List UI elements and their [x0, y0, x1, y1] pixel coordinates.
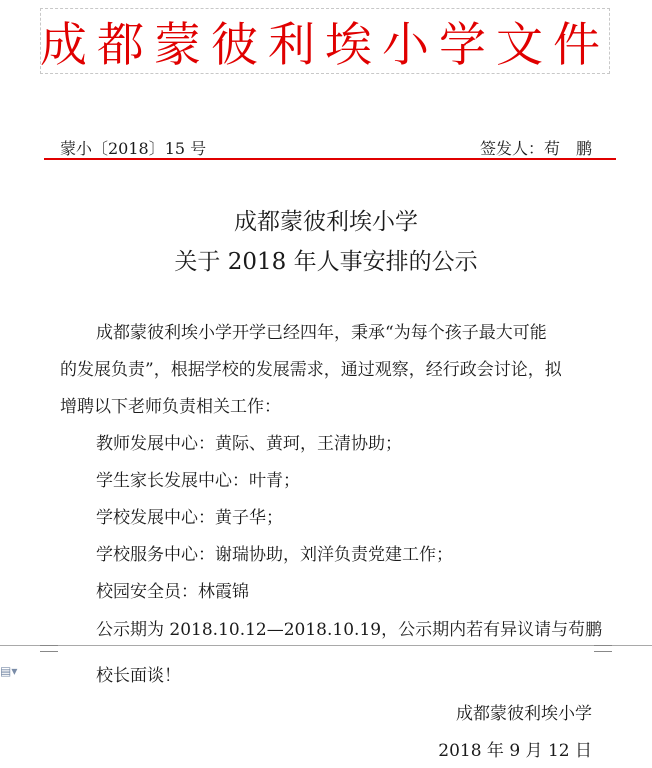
body-line: 学校服务中心：谢瑞协助，刘洋负责党建工作； [96, 545, 453, 565]
body-line: 公示期为 2018.10.12—2018.10.19，公示期内若有异议请与苟鹏 [96, 620, 603, 640]
body-line: 学生家长发展中心：叶青； [96, 471, 300, 491]
red-divider [44, 158, 616, 160]
page-break-marker-right [594, 645, 612, 652]
body-line: 校园安全员：林霞锦 [96, 582, 249, 602]
signature-date: 2018 年 9 月 12 日 [438, 741, 592, 761]
notice-title-line2: 关于 2018 年人事安排的公示 [174, 249, 478, 275]
document-icon[interactable]: ▤▾ [0, 664, 18, 678]
body-line: 教师发展中心：黄际、黄珂，王清协助； [96, 434, 402, 454]
document-number: 蒙小〔2018〕15 号 [60, 139, 207, 158]
body-line: 成都蒙彼利埃小学开学已经四年，秉承“为每个孩子最大可能 [96, 323, 547, 343]
body-line: 增聘以下老师负责相关工作： [60, 397, 281, 417]
body-line: 校长面谈！ [96, 666, 181, 686]
notice-title-line1: 成都蒙彼利埃小学 [234, 209, 418, 235]
page-break-line [0, 645, 652, 646]
body-line: 的发展负责”，根据学校的发展需求，通过观察，经行政会讨论，拟 [60, 360, 562, 380]
signature-organization: 成都蒙彼利埃小学 [456, 704, 592, 724]
page-break-marker-left [40, 645, 58, 652]
body-line: 学校发展中心：黄子华； [96, 508, 283, 528]
document-header-title: 成都蒙彼利埃小学文件 [40, 17, 610, 73]
signer: 签发人：苟 鹏 [479, 139, 592, 158]
